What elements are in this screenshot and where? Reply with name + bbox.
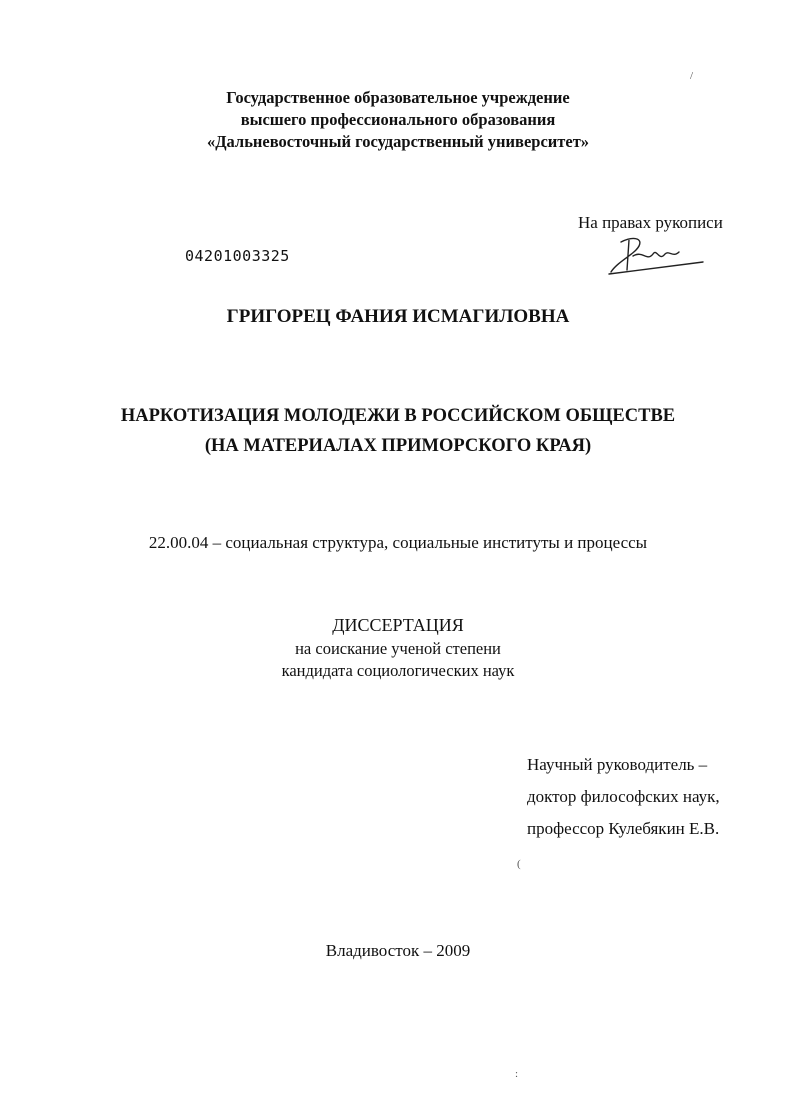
institution-header [0, 87, 796, 153]
specialty-code: 22.00.04 – социальная структура, социальные институты и процессы [148, 533, 648, 552]
scan-mark-icon: : [515, 1068, 519, 1080]
scan-mark-icon: / [690, 70, 694, 82]
author-name: ГРИГОРЕЦ ФАНИЯ ИСМАГИЛОВНА [226, 306, 570, 327]
manuscript-note: На правах рукописи [578, 213, 723, 232]
supervisor-line-2: доктор философских наук, [527, 787, 720, 806]
scan-mark-icon: ( [517, 858, 521, 870]
institution-line-1: Государственное образовательное учреждение [226, 88, 570, 107]
title-line-1: НАРКОТИЗАЦИЯ МОЛОДЕЖИ В РОССИЙСКОМ ОБЩЕСТВЕ [120, 406, 676, 426]
institution-line-2: высшего профессионального образования [240, 110, 556, 129]
supervisor-line-3: профессор Кулебякин Е.В. [527, 819, 720, 838]
degree-line-1: на соискание ученой степени [295, 639, 501, 658]
city-year: Владивосток – 2009 [325, 941, 471, 960]
institution-line-3: «Дальневосточный государственный университет» [206, 132, 590, 151]
document-number: 04201003325 [185, 247, 290, 265]
title-line-2: (НА МАТЕРИАЛАХ ПРИМОРСКОГО КРАЯ) [204, 436, 592, 456]
supervisor-line-1: Научный руководитель – [527, 755, 708, 774]
degree-line-2: кандидата социологических наук [281, 661, 515, 680]
work-kind: ДИССЕРТАЦИЯ [332, 615, 464, 635]
signature-icon [603, 232, 707, 278]
